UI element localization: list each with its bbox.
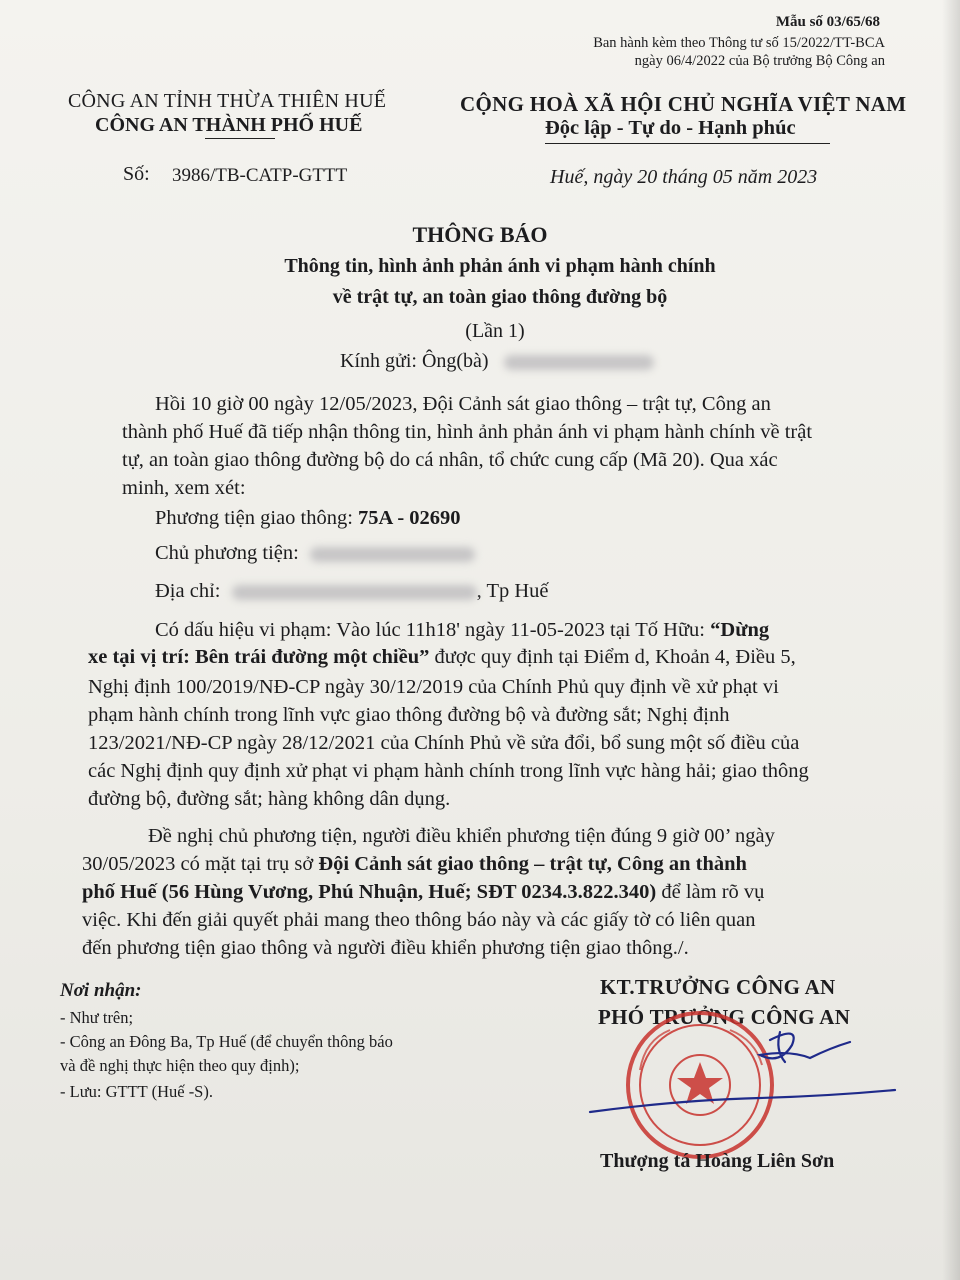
body-line: thành phố Huế đã tiếp nhận thông tin, hình ảnh phản ánh vi phạm hành chính về trật [122, 421, 813, 443]
form-basis [593, 34, 885, 70]
document-subtitle-2: về trật tự, an toàn giao thông đường bộ [332, 286, 668, 308]
page-edge-shadow [942, 0, 960, 1280]
form-number: Mẫu số 03/65/68 [775, 14, 880, 30]
request-line-1: Đề nghị chủ phương tiện, người điều khiển phương tiện đúng 9 giờ 00’ ngày [148, 825, 775, 847]
body-line: đường bộ, đường sắt; hàng không dân dụng. [88, 788, 451, 810]
salutation [340, 350, 654, 373]
redacted-owner [310, 547, 475, 562]
violation-line-2 [88, 646, 796, 669]
body-line: 123/2021/NĐ-CP ngày 28/12/2021 của Chính Phủ về sửa đổi, bổ sung một số điều của [88, 732, 800, 754]
doc-number: 3986/TB-CATP-GTTT [172, 165, 348, 186]
owner-label: Chủ phương tiện: [155, 542, 299, 564]
handwritten-signature-icon [560, 1020, 900, 1130]
address-label: Địa chỉ: [155, 580, 221, 602]
violation-bold-1: “Dừng [710, 619, 770, 641]
signature-authority: KT.TRƯỞNG CÔNG AN [600, 975, 836, 999]
form-basis-line-2: ngày 06/4/2022 của Bộ trưởng Bộ Công an [634, 53, 885, 69]
violation-bold-2: xe tại vị trí: Bên trái đường một chiều” [88, 646, 430, 668]
document-subtitle-1: Thông tin, hình ảnh phản ánh vi phạm hành chính [284, 255, 716, 277]
redacted-name [504, 355, 654, 370]
body-line: tự, an toàn giao thông đường bộ do cá nhân, tổ chức cung cấp (Mã 20). Qua xác [122, 449, 778, 471]
signer-name: Thượng tá Hoàng Liên Sơn [600, 1150, 835, 1172]
body-line: Hồi 10 giờ 00 ngày 12/05/2023, Đội Cảnh sát giao thông – trật tự, Công an [155, 393, 771, 415]
recipient-item: - Lưu: GTTT (Huế -S). [60, 1082, 213, 1101]
doc-number-label: Số: [123, 163, 150, 185]
body-line: Nghị định 100/2019/NĐ-CP ngày 30/12/2019 của Chính Phủ quy định về xử phạt vi [88, 676, 779, 698]
request-line-3 [82, 881, 764, 904]
request-2b: Đội Cảnh sát giao thông – trật tự, Công an thành [318, 853, 747, 875]
address-field [155, 580, 549, 603]
body-line: các Nghị định quy định xử phạt vi phạm hành chính trong lĩnh vực hàng hải; giao thông [88, 760, 809, 782]
signature-title: PHÓ TRƯỞNG CÔNG AN [598, 1005, 851, 1029]
place-date: Huế, ngày 20 tháng 05 năm 2023 [550, 166, 818, 188]
request-3c: để làm rõ vụ [656, 881, 765, 903]
org-underline [205, 138, 275, 139]
national-motto: Độc lập - Tự do - Hạnh phúc [545, 117, 796, 139]
recipient-item: - Như trên; [60, 1008, 134, 1027]
recipient-item: - Công an Đông Ba, Tp Huế (để chuyển thông báo [60, 1032, 393, 1051]
request-2a: 30/05/2023 có mặt tại trụ sở [82, 853, 319, 875]
body-line: minh, xem xét: [122, 477, 246, 499]
violation-intro: Có dấu hiệu vi phạm: Vào lúc 11h18' ngày 11-05-2023 tại Tố Hữu: [155, 619, 711, 641]
motto-underline [545, 143, 830, 144]
vehicle-plate: 75A - 02690 [358, 507, 461, 529]
salutation-text: Kính gửi: Ông(bà) [340, 350, 489, 372]
issuing-organization: CÔNG AN THÀNH PHỐ HUẾ [95, 114, 363, 136]
document-title: THÔNG BÁO [412, 222, 548, 247]
address-city: , Tp Huế [476, 580, 549, 602]
vehicle-label: Phương tiện giao thông: [155, 507, 359, 529]
vehicle-field [155, 507, 461, 530]
request-line-5: đến phương tiện giao thông và người điều khiển phương tiện giao thông./. [82, 937, 689, 959]
parent-organization: CÔNG AN TỈNH THỪA THIÊN HUẾ [68, 90, 387, 112]
violation-rest: được quy định tại Điểm d, Khoản 4, Điều 5, [429, 646, 796, 668]
request-line-4: việc. Khi đến giải quyết phải mang theo thông báo này và các giấy tờ có liên quan [82, 909, 756, 931]
recipient-item: và đề nghị thực hiện theo quy định); [60, 1056, 300, 1075]
national-title: CỘNG HOÀ XÃ HỘI CHỦ NGHĨA VIỆT NAM [460, 92, 907, 116]
violation-line-1 [155, 619, 769, 642]
owner-field [155, 542, 475, 565]
redacted-address [232, 585, 477, 600]
body-line: phạm hành chính trong lĩnh vực giao thông đường bộ và đường sắt; Nghị định [88, 704, 730, 726]
request-line-2 [82, 853, 747, 876]
recipients-title: Nơi nhận: [60, 980, 142, 1001]
notice-round: (Lần 1) [465, 320, 525, 342]
request-3b: phố Huế (56 Hùng Vương, Phú Nhuận, Huế; SĐT 0234.3.822.340) [82, 881, 657, 903]
form-basis-line-1: Ban hành kèm theo Thông tư số 15/2022/TT-BCA [593, 35, 885, 51]
